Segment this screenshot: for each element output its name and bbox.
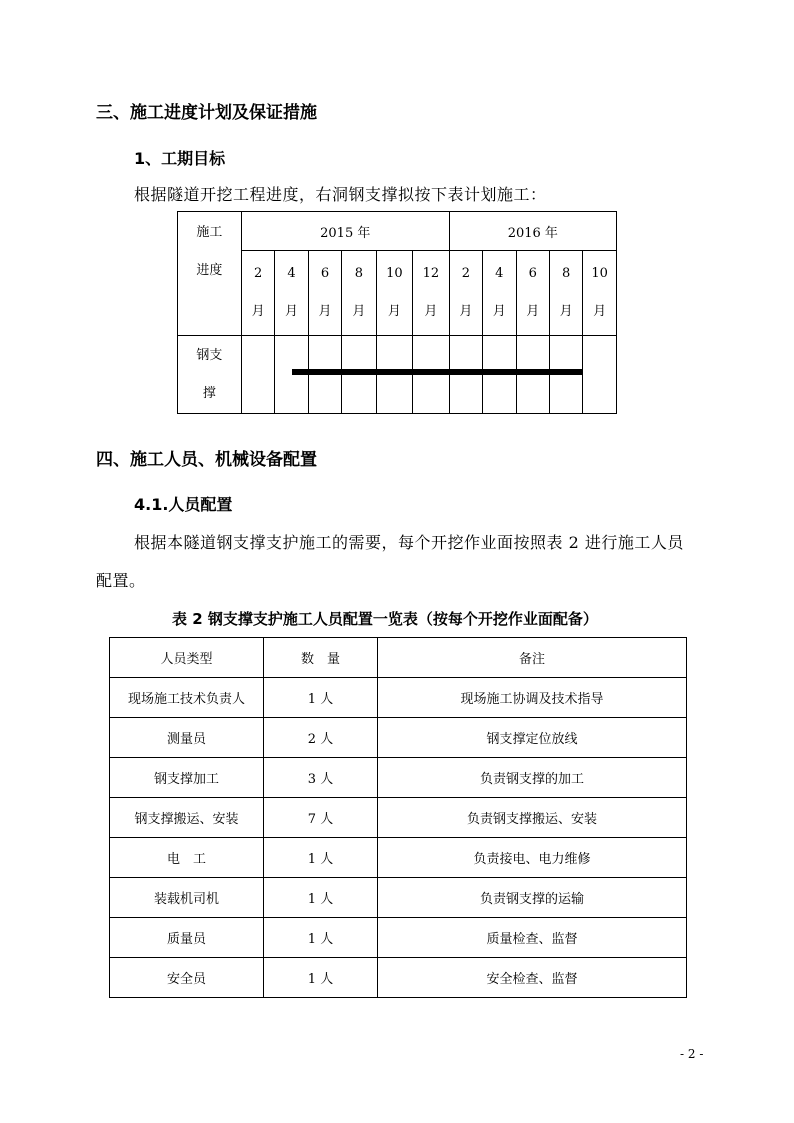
schedule-cell — [342, 336, 376, 414]
month-unit: 月 — [459, 304, 473, 319]
header-quantity: 数 量 — [264, 638, 378, 678]
header-remarks: 备注 — [378, 638, 687, 678]
quantity-cell: 7 人 — [264, 798, 378, 838]
staff-type-cell: 钢支撑搬运、安装 — [110, 798, 264, 838]
schedule-cell — [241, 336, 274, 414]
quantity-cell: 1 人 — [264, 678, 378, 718]
table-row — [110, 918, 687, 958]
month-header-cell — [549, 251, 582, 336]
month-unit: 月 — [424, 304, 438, 319]
staff-type-cell: 质量员 — [110, 918, 264, 958]
table-row — [110, 958, 687, 998]
month-number: 12 — [422, 266, 440, 281]
staff-type-cell: 测量员 — [110, 718, 264, 758]
year-2015-header: 2015 年 — [241, 212, 449, 251]
month-number: 10 — [591, 266, 608, 281]
schedule-header-label — [178, 212, 242, 336]
staff-type-cell: 电 工 — [110, 838, 264, 878]
month-unit: 月 — [526, 304, 540, 319]
steel-support-schedule-bar — [292, 369, 583, 375]
remarks-cell: 质量检查、监督 — [378, 918, 687, 958]
table-row — [110, 758, 687, 798]
month-unit: 月 — [318, 304, 332, 319]
section-4-heading: 四、施工人员、机械设备配置 — [96, 450, 317, 470]
schedule-intro-paragraph: 根据隧道开挖工程进度，右洞钢支撑拟按下表计划施工： — [134, 185, 547, 204]
schedule-cell — [376, 336, 412, 414]
table-row — [110, 838, 687, 878]
schedule-cell — [483, 336, 516, 414]
month-number: 8 — [562, 266, 571, 281]
staffing-paragraph-line-2: 配置。 — [96, 571, 146, 590]
remarks-cell: 负责钢支撑的加工 — [378, 758, 687, 798]
remarks-cell: 负责接电、电力维修 — [378, 838, 687, 878]
month-number: 6 — [320, 266, 330, 281]
month-number: 8 — [354, 266, 364, 281]
remarks-cell: 安全检查、监督 — [378, 958, 687, 998]
quantity-cell: 1 人 — [264, 958, 378, 998]
staff-type-cell: 安全员 — [110, 958, 264, 998]
month-number: 4 — [495, 266, 504, 281]
month-header-cell — [241, 251, 274, 336]
month-header-cell — [413, 251, 450, 336]
staff-type-cell: 装载机司机 — [110, 878, 264, 918]
staffing-paragraph-line-1: 根据本隧道钢支撑支护施工的需要，每个开挖作业面按照表 2 进行施工人员 — [134, 533, 684, 552]
month-header-cell — [583, 251, 617, 336]
staff-table-header-row — [110, 638, 687, 678]
staff-type-cell: 钢支撑加工 — [110, 758, 264, 798]
schedule-table — [177, 211, 617, 414]
steel-support-row-label — [178, 336, 242, 414]
schedule-cell — [308, 336, 341, 414]
table-row — [110, 678, 687, 718]
section-3-heading: 三、施工进度计划及保证措施 — [96, 103, 317, 123]
month-unit: 月 — [593, 304, 607, 319]
schedule-cell — [549, 336, 582, 414]
month-number: 2 — [461, 266, 470, 281]
month-number: 4 — [287, 266, 296, 281]
remarks-cell: 钢支撑定位放线 — [378, 718, 687, 758]
month-unit: 月 — [285, 304, 299, 319]
month-header-cell — [516, 251, 549, 336]
month-unit: 月 — [352, 304, 366, 319]
year-2016-header: 2016 年 — [449, 212, 616, 251]
month-header-cell — [275, 251, 308, 336]
staff-table-caption: 表 2 钢支撑支护施工人员配置一览表（按每个开挖作业面配备） — [172, 610, 598, 628]
month-unit: 月 — [559, 304, 573, 319]
quantity-cell: 3 人 — [264, 758, 378, 798]
remarks-cell: 现场施工协调及技术指导 — [378, 678, 687, 718]
header-staff-type: 人员类型 — [110, 638, 264, 678]
month-header-cell — [449, 251, 482, 336]
month-unit: 月 — [251, 304, 265, 319]
month-unit: 月 — [387, 304, 401, 319]
schedule-cell — [583, 336, 617, 414]
schedule-cell — [275, 336, 308, 414]
table-row — [110, 878, 687, 918]
month-number: 10 — [386, 266, 403, 281]
steel-support-label-line-2: 撑 — [202, 385, 216, 401]
schedule-cell — [516, 336, 549, 414]
staff-table — [109, 637, 687, 998]
steel-support-label-line-1: 钢支 — [196, 347, 223, 363]
month-header-cell — [342, 251, 376, 336]
schedule-cell — [413, 336, 450, 414]
remarks-cell: 负责钢支撑搬运、安装 — [378, 798, 687, 838]
page-number: - 2 - — [680, 1047, 704, 1061]
schedule-label-line-1: 施工 — [196, 224, 223, 240]
section-4-1-heading: 4.1.人员配置 — [134, 495, 233, 514]
month-number: 6 — [528, 266, 537, 281]
schedule-label-line-2: 进度 — [196, 262, 223, 278]
quantity-cell: 1 人 — [264, 838, 378, 878]
table-row — [110, 718, 687, 758]
section-3-1-heading: 1、工期目标 — [134, 149, 226, 168]
quantity-cell: 1 人 — [264, 878, 378, 918]
quantity-cell: 1 人 — [264, 918, 378, 958]
remarks-cell: 负责钢支撑的运输 — [378, 878, 687, 918]
quantity-cell: 2 人 — [264, 718, 378, 758]
table-row — [110, 798, 687, 838]
month-number: 2 — [253, 266, 263, 281]
month-header-cell — [308, 251, 341, 336]
schedule-cell — [449, 336, 482, 414]
month-header-cell — [483, 251, 516, 336]
month-header-cell — [376, 251, 412, 336]
staff-type-cell: 现场施工技术负责人 — [110, 678, 264, 718]
month-unit: 月 — [492, 304, 506, 319]
